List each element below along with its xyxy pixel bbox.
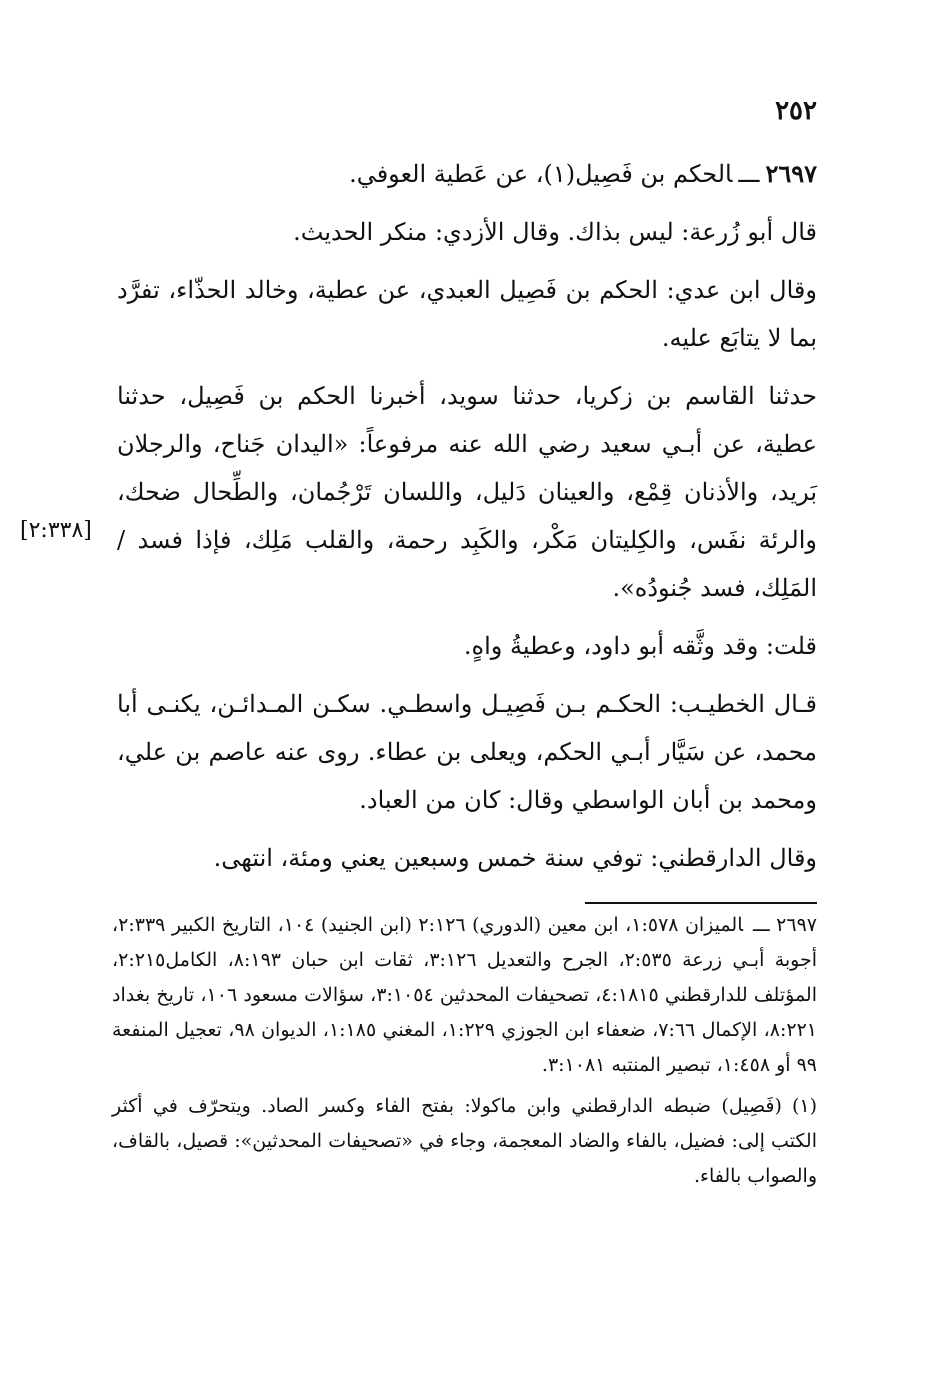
page-number: ٢٥٢ bbox=[775, 96, 817, 126]
footnote-label: (١) bbox=[791, 1095, 817, 1117]
footnote-text: (فَصِيل) ضبطه الدارقطني وابن ماكولا: بفتح الفاء وكسر الصاد. ويتحرّف في أكثر الكتب إلى: فضيل، بالفاء والضاد المعجمة، وجاء في «تصحيفات المحدثين»: قصيل، بالقاف، والصواب بالفاء. bbox=[112, 1095, 817, 1187]
entry-title: الحكم بن فَصِيل(١)، عن عَطية العوفي. bbox=[349, 160, 733, 188]
paragraph: وقال ابن عدي: الحكم بن فَصِيل العبدي، عن عطية، وخالد الحذّاء، تفرَّد بما لا يتابَع عليه. bbox=[117, 276, 817, 352]
main-text bbox=[117, 150, 817, 892]
entry-dash: ـــ bbox=[738, 160, 760, 188]
footnote bbox=[112, 1089, 817, 1194]
margin-volume-reference: [٢:٣٣٨] bbox=[20, 518, 92, 543]
footnote-text: الميزان ١:٥٧٨، ابن معين (الدوري) ٢:١٢٦ (ابن الجنيد) ١٠٤، التاريخ الكبير ٢:٣٣٩، أجوبة أبـي زرعة ٢:٥٣٥، الجرح والتعديل ٣:١٢٦، ثقات ابن حبان ٨:١٩٣، الكامل٢:٢١٥، المؤتلف للدارقطني ٤:١٨١٥، تصحيفات المحدثين ٣:١٠٥٤، سؤالات مسعود ١٠٦، تاريخ بغداد ٨:٢٢١، الإكمال ٧:٦٦، ضعفاء ابن الجوزي ١:٢٢٩، المغني ١:١٨٥، الديوان ٩٨، تعجيل المنفعة ٩٩ أو ١:٤٥٨، تبصير المنتبه ٣:١٠٨١. bbox=[112, 914, 818, 1076]
paragraph: قـال الخطيـب: الحكـم بـن فَصِيـل واسطـي. سكـن المـدائـن، يكنـى أبا محمد، عن سَيَّار أبـي الحكم، ويعلى بن عطاء. روى عنه عاصم بن علي، ومحمد بن أبان الواسطي وقال: كان من العباد. bbox=[117, 690, 817, 814]
footnote-label: ٢٦٩٧ ـــ bbox=[753, 914, 817, 936]
entry-heading bbox=[117, 150, 817, 198]
footnotes bbox=[112, 908, 817, 1200]
paragraph: حدثنا القاسم بن زكريا، حدثنا سويد، أخبرنا الحكم بن فَصِيل، حدثنا عطية، عن أبـي سعيد رضي الله عنه مرفوعاً: «اليدان جَناح، والرجلان بَريد، والأذنان قِمْع، والعينان دَليل، واللسان تَرْجُمان، والطِّحال ضحك، والرئة نفَس، والكِليتان مَكْر، والكَبِد رحمة، والقلب مَلِك، فإذا فسد / المَلِك، فسد جُنودُه». bbox=[117, 382, 817, 602]
paragraph: قلت: وقد وثَّقه أبو داود، وعطيةُ واهٍ. bbox=[463, 632, 817, 660]
entry-number: ٢٦٩٧ bbox=[765, 159, 817, 188]
paragraph: قال أبو زُرعة: ليس بذاك. وقال الأزدي: منكر الحديث. bbox=[293, 218, 817, 246]
footnote-divider bbox=[585, 902, 817, 904]
footnote bbox=[112, 908, 817, 1083]
paragraph: وقال الدارقطني: توفي سنة خمس وسبعين يعني ومئة، انتهى. bbox=[213, 844, 817, 872]
